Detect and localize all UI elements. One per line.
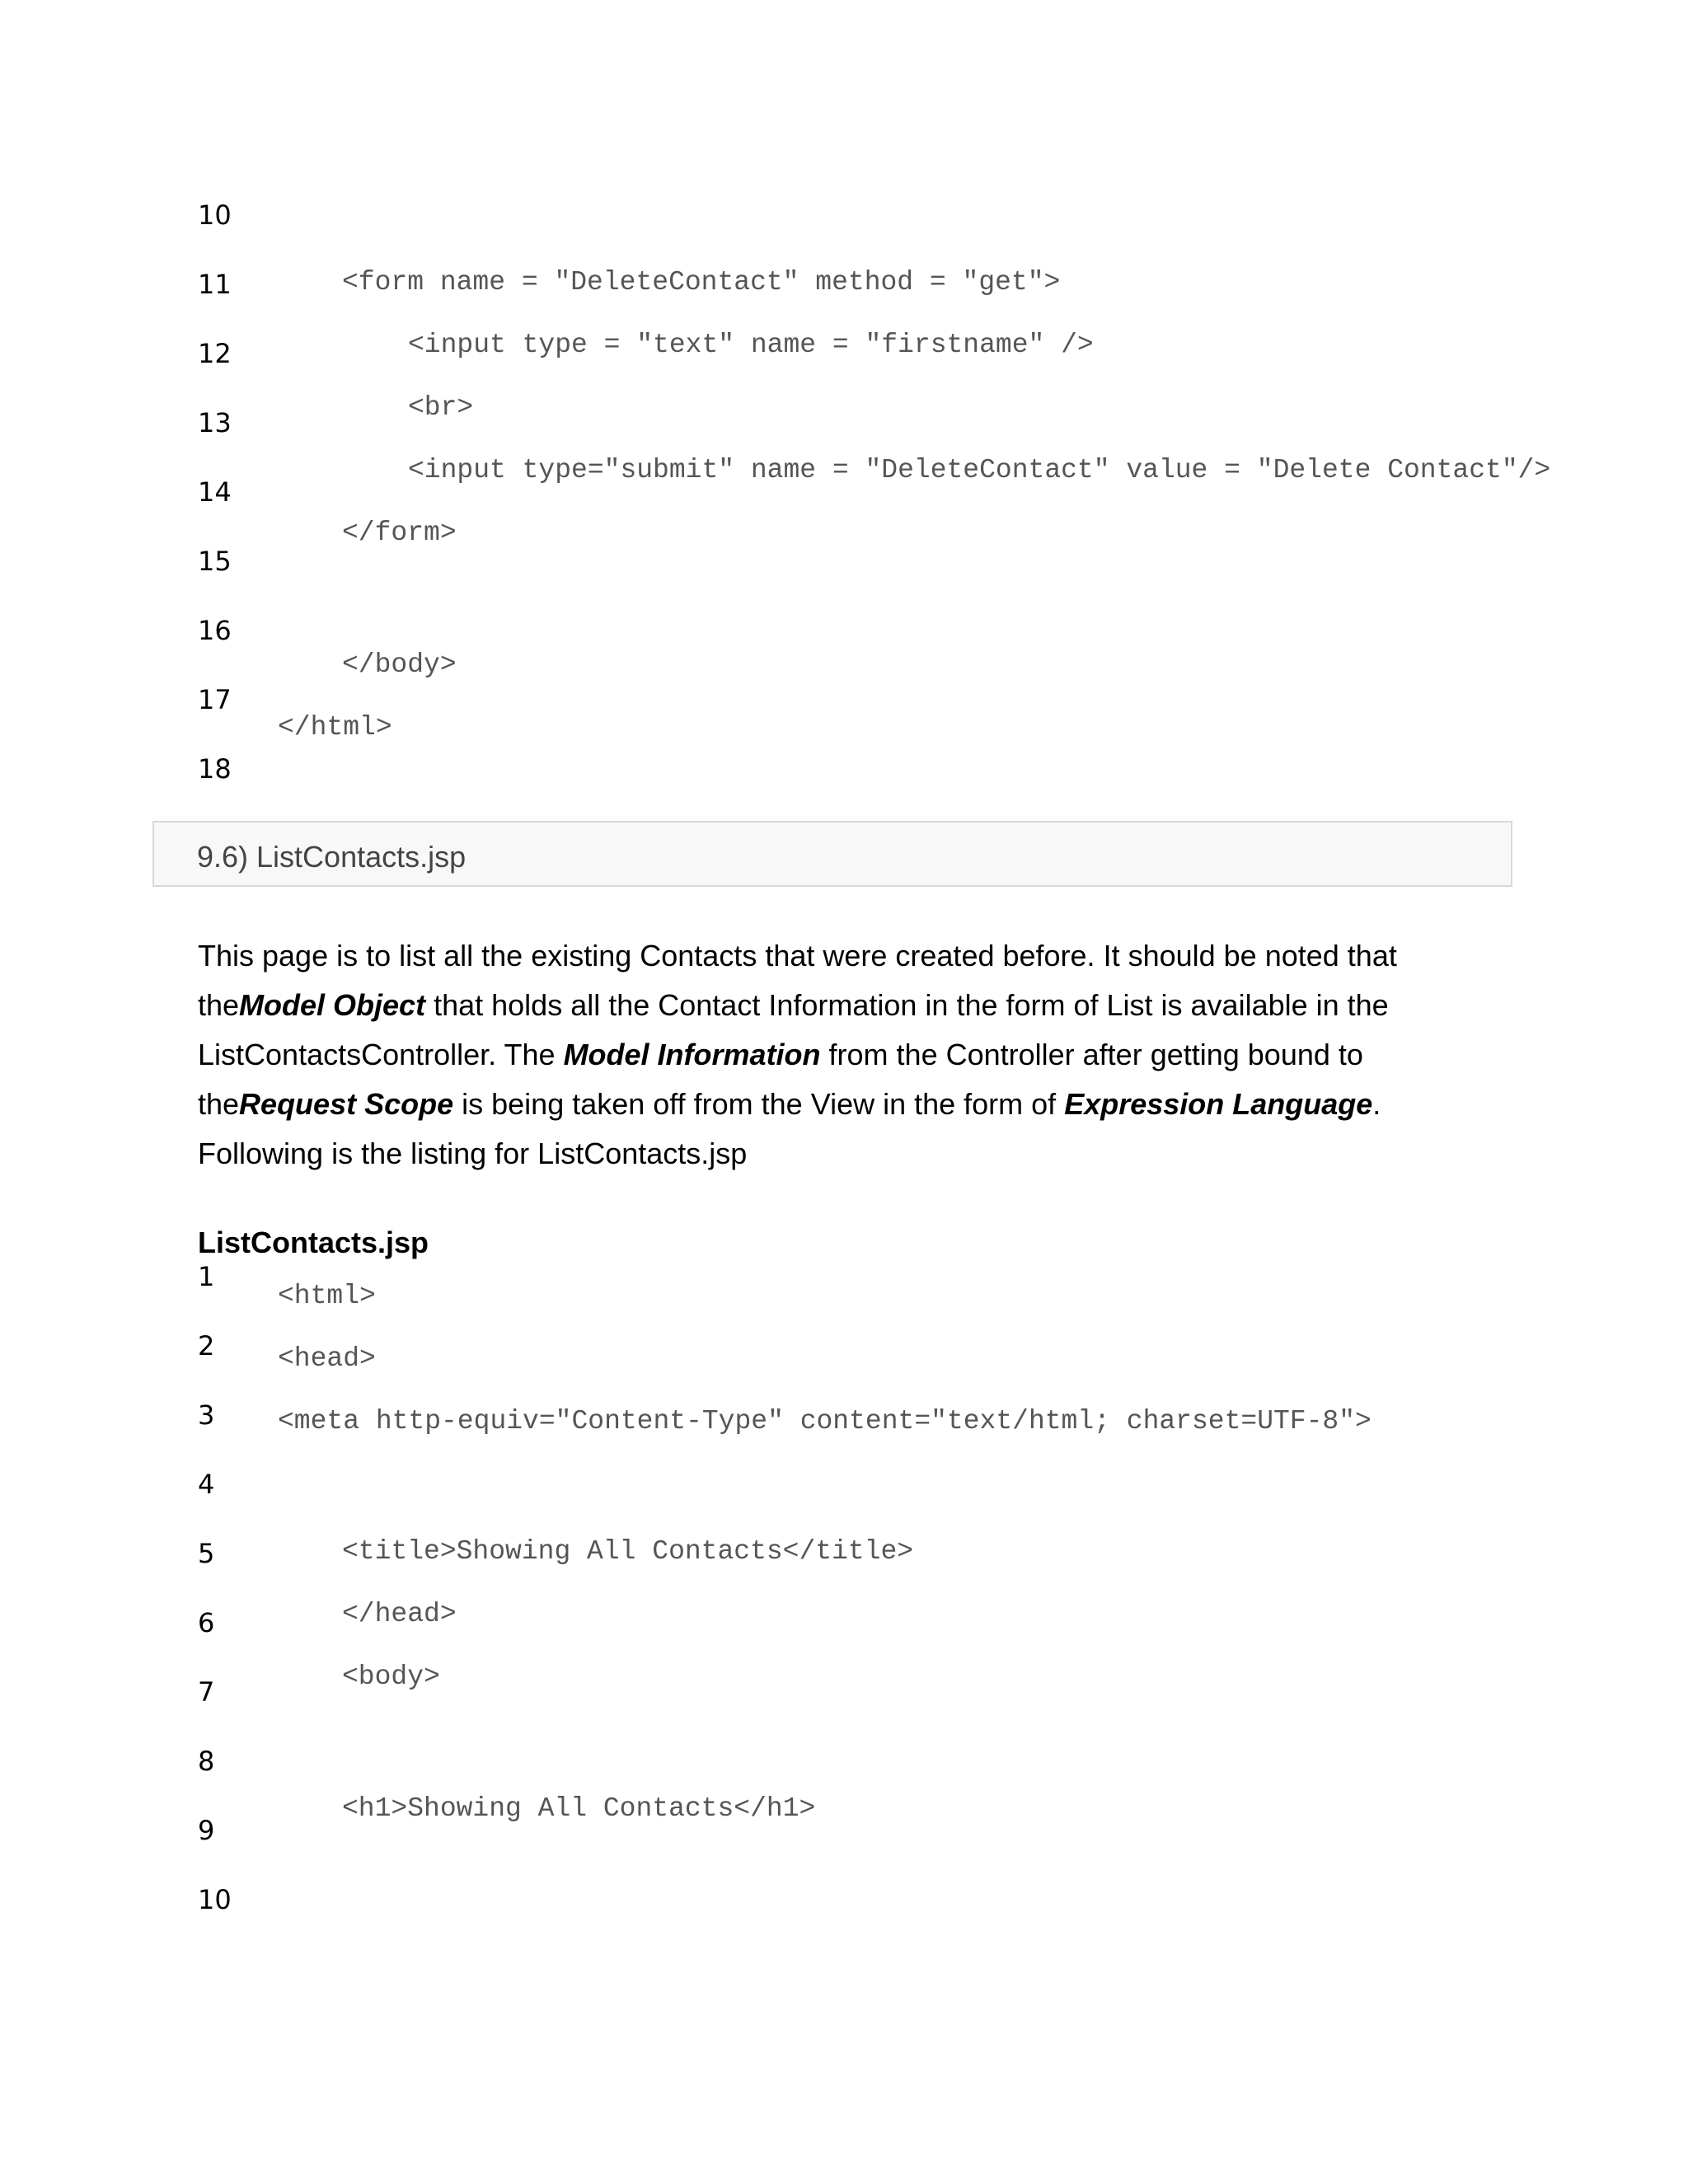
line-number: 9	[198, 1815, 215, 1846]
paragraph-text: that holds all the Contact Information in the form of List is available in the ListContactsController. The	[198, 988, 1389, 1071]
line-number: 5	[198, 1538, 215, 1569]
paragraph-text: is being taken off from the View in the form of	[453, 1087, 1065, 1121]
code-line: <body>	[342, 1661, 440, 1692]
section-title: 9.6) ListContacts.jsp	[197, 840, 467, 874]
paragraph-text: This page is to list all the existing Contacts that were created before. It should be noted that the	[198, 939, 1397, 1022]
line-number: 2	[198, 1330, 215, 1361]
code-line: <form name = "DeleteContact" method = "get">	[342, 267, 1061, 298]
code-line: <input type="submit" name = "DeleteContact" value = "Delete Contact"/>	[408, 455, 1551, 485]
line-number: 18	[198, 753, 232, 785]
line-number: 10	[198, 199, 232, 231]
code-line: </head>	[342, 1599, 457, 1629]
line-number: 13	[198, 407, 232, 438]
line-number: 16	[198, 615, 232, 646]
line-number: 7	[198, 1676, 215, 1708]
line-number: 11	[198, 269, 232, 300]
code-line: </html>	[278, 712, 392, 743]
line-number: 14	[198, 476, 232, 508]
line-number: 15	[198, 546, 232, 577]
code-line: <input type = "text" name = "firstname" />	[408, 330, 1094, 360]
emphasis-model-information: Model Information	[563, 1038, 821, 1071]
emphasis-request-scope: Request Scope	[239, 1087, 454, 1121]
line-number: 8	[198, 1746, 215, 1777]
code-line: <br>	[408, 392, 474, 423]
code-line: </body>	[342, 649, 457, 680]
paragraph-text: . Following is the listing for ListContacts.jsp	[198, 1087, 1381, 1170]
code-line: <head>	[278, 1343, 376, 1374]
code-line: <h1>Showing All Contacts</h1>	[342, 1793, 816, 1824]
code-line: <html>	[278, 1281, 376, 1311]
code-line: </form>	[342, 518, 457, 548]
line-number: 12	[198, 338, 232, 369]
code-line: <title>Showing All Contacts</title>	[342, 1536, 914, 1567]
emphasis-expression-language: Expression Language	[1064, 1087, 1373, 1121]
code-line: <meta http-equiv="Content-Type" content="text/html; charset=UTF-8">	[278, 1406, 1372, 1436]
line-number: 3	[198, 1399, 215, 1431]
file-heading: ListContacts.jsp	[198, 1226, 429, 1259]
line-number: 4	[198, 1469, 215, 1500]
line-number: 17	[198, 684, 232, 715]
section-heading-box	[152, 821, 1512, 887]
line-number: 10	[198, 1884, 232, 1915]
emphasis-model-object: Model Object	[239, 988, 426, 1022]
description-paragraph	[198, 931, 1434, 1179]
paragraph-text: from the Controller after getting bound to the	[198, 1038, 1363, 1121]
line-number: 1	[198, 1261, 215, 1292]
line-number: 6	[198, 1607, 215, 1638]
